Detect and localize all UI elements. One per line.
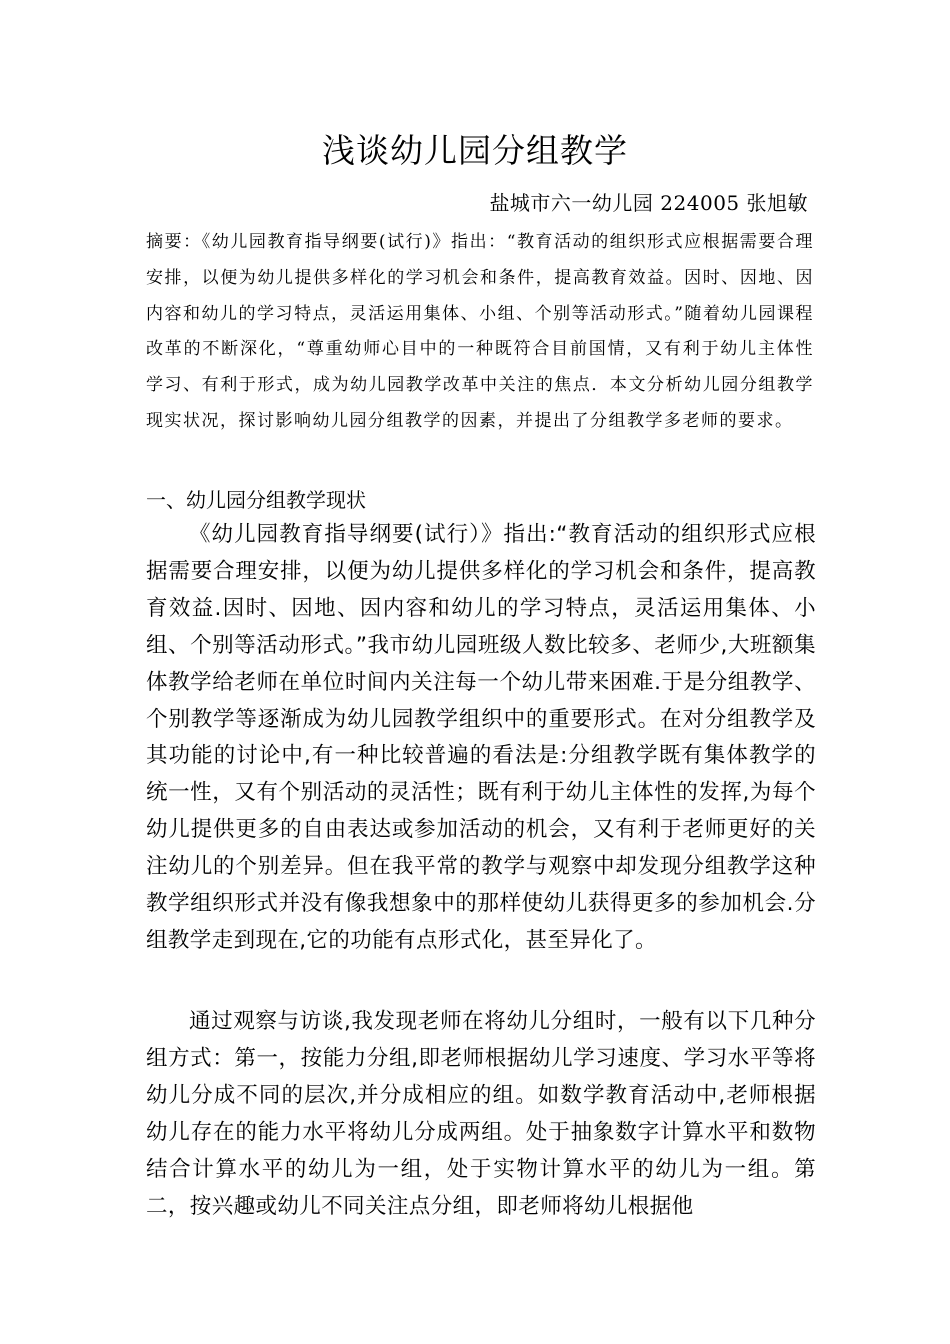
abstract: 摘要：《幼儿园教育指导纲要(试行)》指出：“教育活动的组织形式应根据需要合理安排，以便为幼儿提供多样化的学习机会和条件，提高教育效益。因时、因地、因内容和幼儿的学习特点，灵活运用集体、小组、个别等活动形式。”随着幼儿园课程改革的不断深化，“尊重幼师心目中的一种既符合目前国情，又有利于幼儿主体性学习、有利于形式，成为幼儿园教学改革中关注的焦点．本文分析幼儿园分组教学现实状况，探讨影响幼儿园分组教学的因素，并提出了分组教学多老师的要求。 [146, 232, 814, 431]
document-title: 浅谈幼儿园分组教学 [322, 131, 628, 170]
body-paragraph: 通过观察与访谈,我发现老师在将幼儿分组时，一般有以下几种分组方式：第一，按能力分组,即老师根据幼儿学习速度、学习水平等将幼儿分成不同的层次,并分成相应的组。如数学教育活动中,老师根据幼儿存在的能力水平将幼儿分成两组。处于抽象数字计算水平和数物结合计算水平的幼儿为一组，处于实物计算水平的幼儿为一组。第二，按兴趣或幼儿不同关注点分组，即老师将幼儿根据他 [146, 1009, 816, 1219]
body-paragraph: 《幼儿园教育指导纲要(试行）》指出:“教育活动的组织形式应根据需要合理安排，以便为幼儿提供多样化的学习机会和条件，提高教育效益.因时、因地、因内容和幼儿的学习特点，灵活运用集体、小组、个别等活动形式。”我市幼儿园班级人数比较多、老师少,大班额集体教学给老师在单位时间内关注每一个幼儿带来困难.于是分组教学、个别教学等逐渐成为幼儿园教学组织中的重要形式。在对分组教学及其功能的讨论中,有一种比较普遍的看法是:分组教学既有集体教学的统一性，又有个别活动的灵活性；既有利于幼儿主体性的发挥,为每个幼儿提供更多的自由表达或参加活动的机会，又有利于老师更好的关注幼儿的个别差异。但在我平常的教学与观察中却发现分组教学这种教学组织形式并没有像我想象中的那样使幼儿获得更多的参加机会.分组教学走到现在,它的功能有点形式化，甚至异化了。 [146, 522, 816, 953]
author-line: 盐城市六一幼儿园 224005 张旭敏 [489, 191, 808, 215]
section-heading: 一、幼儿园分组教学现状 [146, 488, 366, 512]
